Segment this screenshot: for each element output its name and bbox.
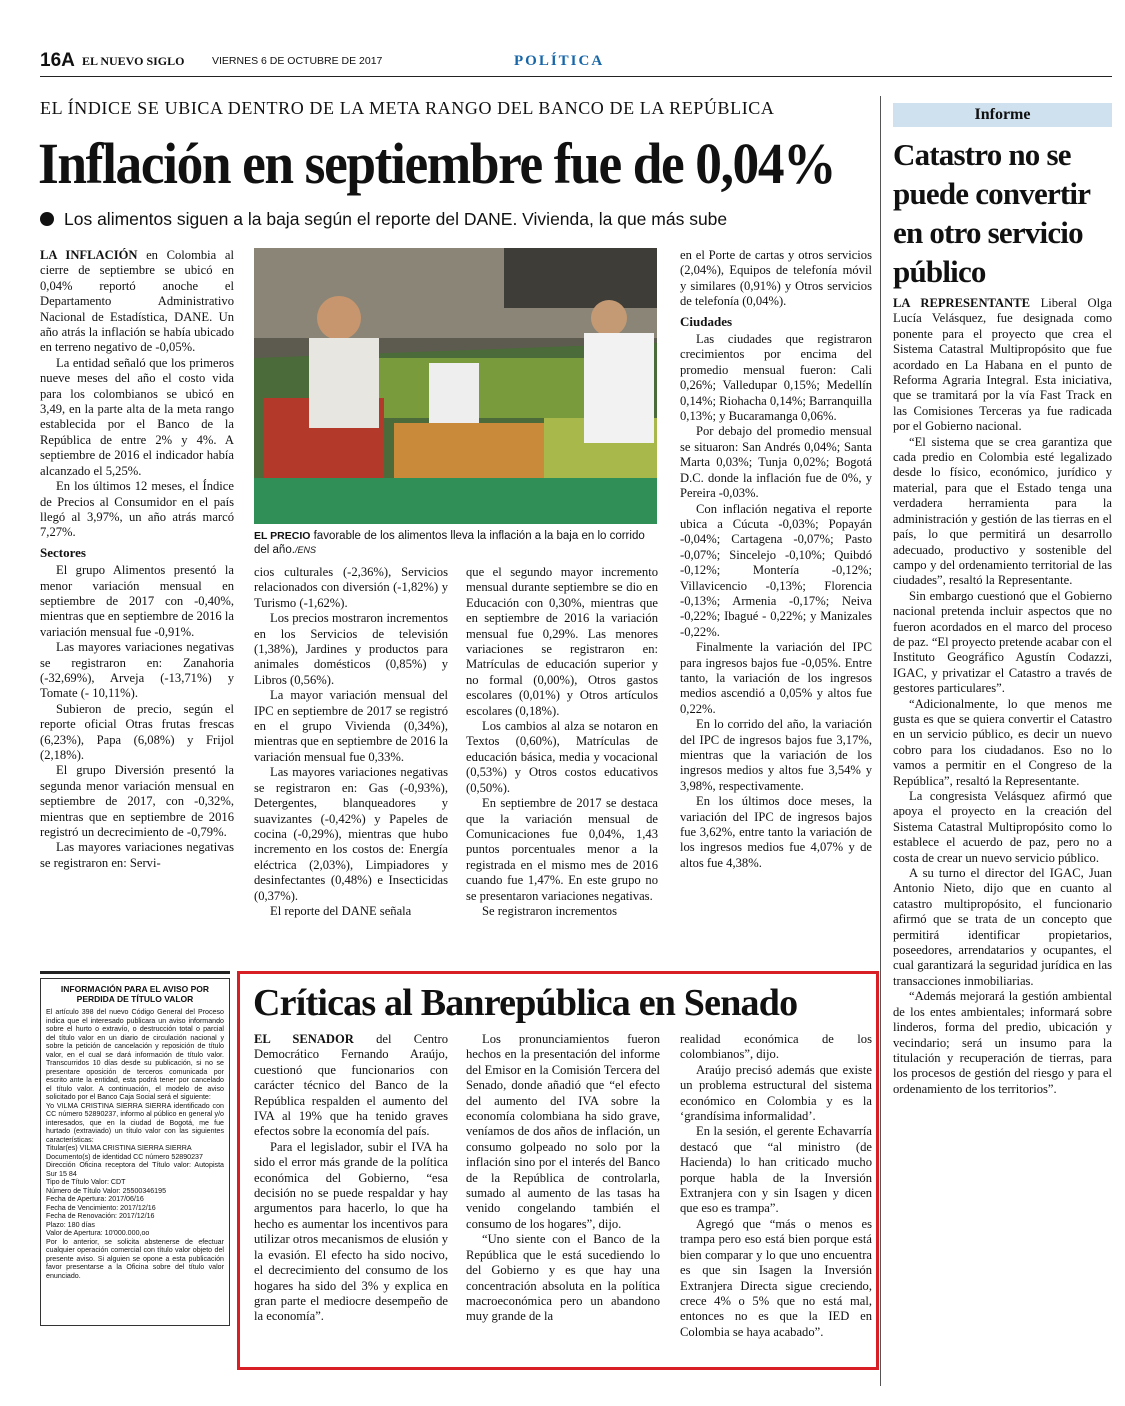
bullet-icon <box>40 212 54 226</box>
paragraph: En lo corrido del año, la variación del IPC de ingresos bajos fue 3,17%, mientras que la variación de los ingresos medios y altos fue 3,54% y 3,98%, respectivamente. <box>680 717 872 793</box>
paragraph: “Uno siente con el Banco de la República que le está sucediendo lo del Gobierno y es que hay una concentración absoluta en la política macroeconómica pero un abandono muy grande de la <box>466 1232 660 1324</box>
subhead <box>40 209 727 230</box>
paragraph: Las mayores variaciones negativas se registraron en: Zanahoria (-32,69%), Arveja (-13,71%) y Tomate (- 10,11%). <box>40 640 234 701</box>
subhead-text: Los alimentos siguen a la baja según el reporte del DANE. Vivienda, la que más sube <box>64 209 728 229</box>
box-column-2 <box>466 1032 660 1325</box>
paragraph: En los últimos 12 meses, el Índice de Precios al Consumidor en el país llegó al 3,97%, un año atrás marcó 7,27%. <box>40 479 234 540</box>
paragraph: Finalmente la variación del IPC para ingresos bajos fue -0,05%. Entre tanto, la variación de los ingresos medios ascendió a 0,05% y altos fue 0,22%. <box>680 640 872 716</box>
main-column-4 <box>680 248 872 871</box>
sidebar-tag <box>893 103 1112 127</box>
paragraph: El grupo Diversión presentó la segunda menor variación mensual en septiembre de 2017, con -0,32%, mientras que en septiembre de 2016 registró un decrecimiento de -0,79%. <box>40 763 234 840</box>
notice-line: Titular(es) VILMA CRISTINA SIERRA SIERRA <box>46 1144 192 1152</box>
paragraph: El grupo Alimentos presentó la menor variación mensual en septiembre de 2017 con -0,40%, mientras que en septiembre de 2016 la variación mensual fue -0,91%. <box>40 563 234 639</box>
notice-line: Plazo: 180 días <box>46 1220 95 1229</box>
section-heading-ciudades: Ciudades <box>680 313 733 329</box>
section-name: POLÍTICA <box>514 53 605 69</box>
paragraph: Los precios mostraron incrementos en los Servicios de televisión (1,38%), Jardines y productos para animales domésticos (0,85%) y Libros (0,56%). <box>254 611 448 687</box>
caption-text: favorable de los alimentos lleva la inflación a la baja en lo corrido del año. <box>254 530 645 556</box>
paragraph: “Adicionalmente, lo que menos me gusta es que se quiera convertir el Catastro en un servicio público, es decir un nuevo cobro para los ciudadanos. Eso no lo vamos a permitir en el Congreso de la República”, resaltó la Representante. <box>893 696 1112 788</box>
box-headline: Críticas al Banrepública en Senado <box>253 982 798 1024</box>
photo-caption <box>254 529 657 557</box>
kicker: EL ÍNDICE SE UBICA DENTRO DE LA META RANGO DEL BANCO DE LA REPÚBLICA <box>40 98 775 118</box>
notice-line: Fecha de Renovación: 2017/12/16 <box>46 1212 155 1220</box>
box-lead-in: EL SENADOR <box>254 1032 354 1046</box>
section-heading-sectores: Sectores <box>40 544 86 560</box>
page-number: 16A <box>40 50 75 71</box>
notice-line: Yo VILMA CRISTINA SIERRA SIERRA identificado con CC número 52890237, informo al público en general y/o interesados, que en la ciudad de Bogotá, me fue hurtado (extraviado) un título valor con las siguientes características: <box>46 1101 224 1144</box>
box-column-1 <box>254 1032 448 1325</box>
notice-line: Fecha de Apertura: 2017/06/16 <box>46 1195 144 1203</box>
notice-line: Tipo de Título Valor: CDT <box>46 1178 126 1186</box>
paragraph: que el segundo mayor incremento mensual durante septiembre se dio en Educación con 0,30%, mientras que en septiembre de 2016 la variación mensual fue 0,29%. Las menores variaciones se registraron en: Matrículas de educación superior y no formal (0,00%), Otros gastos escolares (0,01%) y Otros artículos escolares (0,18%). <box>466 565 658 718</box>
sidebar-lead-in: LA REPRESENTANTE <box>893 296 1031 310</box>
main-column-2 <box>254 565 448 919</box>
legal-notice <box>40 978 230 1326</box>
paragraph: Las mayores variaciones negativas se registraron en: Gas (-0,93%), Detergentes, blanqueadores y suavizantes (-0,42%) y Papeles de cocina (-0,29%), mientras que hubo incremento en los costos de: Energía eléctrica (2,03%), Limpiadores y desinfectantes (0,48%) e Insecticidas (0,37%). <box>254 765 448 903</box>
sidebar-tag-label: Informe <box>974 106 1031 123</box>
paragraph: “Además mejorará la gestión ambiental de los entes ambientales; informará sobre linderos, forma del predio, ubicación y vecindario; será un insumo para la titulación y recuperación de tierras, para los procesos de gestión del riesgo y para el ordenamiento de los territorios”. <box>893 989 1112 1096</box>
paragraph: cios culturales (-2,36%), Servicios relacionados con diversión (-1,82%) y Turismo (-1,62%). <box>254 565 448 610</box>
paragraph: Los pronunciamientos fueron hechos en la presentación del informe del Emisor en la Comisión Tercera del Senado, donde añadió que “el efecto del aumento del IVA sobre la economía colombiana ha sido grave, veníamos de dos años de inflación, un consumo golpeado no solo por la inflación sino por el interés del Banco de la República de controlarla, sumado al aumento de las tasas ha venido congelando también el consumo de los hogares”, dijo. <box>466 1032 660 1231</box>
main-column-3 <box>466 565 658 919</box>
masthead-rule <box>40 76 1112 77</box>
paragraph: Araújo precisó además que existe un problema estructural del sistema económico en Colombia y es la ‘grandísima informalidad’. <box>680 1062 872 1124</box>
paragraph: Las ciudades que registraron crecimientos por encima del promedio mensual fueron: Cali 0,26%; Valledupar 0,15%; Medellín 0,14%; Riohacha 0,14%; Barranquilla 0,13%; y Bucaramanga 0,06%. <box>680 332 873 424</box>
paragraph: En los últimos doce meses, la variación del IPC de ingresos bajos fue 3,62%, entre tanto la variación de los ingresos medios fue 4,07% y de altos fue 4,38%. <box>680 794 872 870</box>
paragraph: El reporte del DANE señala <box>270 903 412 918</box>
sidebar-headline: Catastro no se puede convertir en otro servicio público <box>893 137 1090 289</box>
paragraph: Por debajo del promedio mensual se situaron: San Andrés 0,04%; Santa Marta 0,03%; Tunja 0,02%; Bogotá D.C. donde la inflación fue de 0%, y Pereira -0,03%. <box>680 424 872 501</box>
notice-body: El artículo 398 del nuevo Código General del Proceso indica que el interesado publicara un aviso informando sobre el hurto o extravío, o destrucción total o parcial del título valor en un diario de circulación nacional y sobre la petición de cancelación y reposición de título valor, en el cual se dará información de título valor. Transcurridos 10 días desde su publicación, si no se presentare oposición de terceros comunicada por escrito ante la entidad, esta podrá tener por cancelado el título valor. A continuación, el modelo de aviso solicitado por el Banco Caja Social será el siguiente: <box>46 1008 224 1101</box>
paragraph: Con inflación negativa el reporte ubica a Cúcuta -0,03%; Popayán -0,04%; Cartagena -0,07%; Pasto -0,07%; Sincelejo -0,10%; Quibdó -0,12%; Montería -0,12%; Villavicencio -0,13%; Florencia -0,13%; Armenia -0,17%; Neiva -0,22%; Ibagué - 0,22%; y Manizales -0,22%. <box>680 501 872 639</box>
paragraph: Para el legislador, subir el IVA ha sido el error más grande de la política económica del Gobierno, “esa decisión no se puede respaldar y hay argumentos para hacerlo, lo que ha hecho es aumentar los incentivos para utilizar otros mecanismos de elusión y la evasión. El efecto ha sido nocivo, el decrecimiento del consumo de los hogares ha sido del 3% y explica en gran parte el mediocre desempeño de la economía”. <box>254 1139 448 1324</box>
paragraph: “El sistema que se crea garantiza que cada predio en Colombia esté legalizado desde lo físico, económico, jurídico y material, para que el Estado tenga una verdadera herramienta para la administración y gestión de las tierras en el país, lo que permitirá un desarrollo adecuado, productivo y sostenible del campo y del ordenamiento territorial de las ciudades”, resaltó la Representante. <box>893 434 1112 588</box>
paragraph: A su turno el director del IGAC, Juan Antonio Nieto, dijo que en cuanto al catastro multipropósito, el funcionario afirmó que se trata de un concepto que permitirá identificar propietarios, poseedores, arrendatarios y ocupantes, el cual garantizará la seguridad jurídica en las transacciones inmobiliarias. <box>893 866 1112 988</box>
paragraph: Los cambios al alza se notaron en Textos (0,60%), Matrículas de educación básica, media y vocacional (0,53%) y Otros costos educativos (0,50%). <box>466 719 658 795</box>
notice-line: Valor de Apertura: 10'000.000,oo <box>46 1229 150 1237</box>
paragraph: Liberal Olga Lucía Velásquez, fue designada como ponente para el proyecto que crea el Sistema Catastral Multipropósito que fue acordado en La Habana en el punto de Reforma Agraria Integral. Esta iniciativa, que se tramitará por la vía Fast Track en las Comisiones Terceras ya fue radicada por el Gobierno nacional. <box>893 296 1112 434</box>
main-column-1 <box>40 248 234 871</box>
paragraph: Subieron de precio, según el reporte oficial Otras frutas frescas (6,23%), Papa (6,08%) y Frijol (2,18%). <box>40 701 234 762</box>
box-column-3 <box>680 1032 872 1340</box>
headline: Inflación en septiembre fue de 0,04% <box>38 131 836 196</box>
caption-lead: EL PRECIO <box>254 530 311 542</box>
paragraph: en Colombia al cierre de septiembre se ubicó en 0,04% reportó anoche el Departamento Administrativo Nacional de Estadística, DANE. Un año atrás la inflación se había ubicado en terreno negativo de -0,05%. <box>40 248 234 355</box>
paragraph: En la sesión, el gerente Echavarría destacó que “al ministro (de Hacienda) lo han criticado mucho porque habla de la Inversión Extranjera con y sin Isagen y dicen que eso es trampa”. <box>680 1124 872 1216</box>
notice-line: Dirección Oficina receptora del Título valor: Autopista Sur 15 84 <box>46 1161 224 1178</box>
paragraph: del Centro Democrático Fernando Araújo, cuestionó que funcionarios con carácter técnico del Banco de la República respalden el aumento del IVA al 19% que ha tenido graves efectos sobre la economía del país. <box>254 1032 448 1139</box>
sidebar-divider <box>880 96 881 1386</box>
paragraph: en el Porte de cartas y otros servicios (2,04%), Equipos de telefonía móvil y similares (0,91%) y Otros servicios de telefonía (0,04%). <box>680 248 872 309</box>
paragraph: La congresista Velásquez afirmó que apoya el proyecto en la creación del Sistema Catastral Multipropósito como lo establece el acuerdo de paz, pero no a costa de crear un nuevo servicio público. <box>893 789 1112 865</box>
lead-in: LA INFLACIÓN <box>40 248 138 262</box>
notice-line: Número de Título Valor: 25500346195 <box>46 1186 167 1195</box>
paragraph: La mayor variación mensual del IPC en septiembre de 2017 se registró en el grupo Vivienda (0,34%), mientras que en septiembre de 2016 la variación mensual fue 0,33%. <box>254 688 448 764</box>
notice-top-rule <box>40 971 230 974</box>
sidebar-body <box>893 296 1112 1097</box>
paragraph: Sin embargo cuestionó que el Gobierno nacional pretenda incluir aspectos que no fueron acordados en el marco del proceso de paz. “El proyecto pretende acabar con el Instituto Geográfico Agustín Codazzi, IGAC, y privatizar el Catastro a través de gestores particulares”. <box>893 588 1112 696</box>
masthead <box>40 50 1112 74</box>
market-photo-illustration <box>254 248 657 524</box>
notice-line: Fecha de Vencimiento: 2017/12/16 <box>46 1203 156 1212</box>
paragraph: Las mayores variaciones negativas se registraron en: Servi- <box>40 840 234 870</box>
paragraph: Agregó que “más o menos es trampa pero eso está bien porque está bien comparar y lo que uno encuentra es que sin Isagen la Inversión Extranjera Directa sigue creciendo, crece 4% o 5% que no está mal, entonces no es que la IED en Colombia se haya acabado”. <box>680 1216 872 1339</box>
paper-name: EL NUEVO SIGLO <box>82 54 185 68</box>
notice-line: Por lo anterior, se solicita abstenerse de efectuar cualquier operación comercial con título valor objeto del presente aviso. Si alguien se opone a esta publicación favor presentarse a la Oficina sobre del título valor enunciado. <box>46 1237 224 1280</box>
paragraph: realidad económica de los colombianos”, dijo. <box>680 1032 872 1062</box>
notice-line: Documento(s) de identidad CC número 52890237 <box>46 1152 203 1161</box>
photo-credit: /ENS <box>294 545 316 555</box>
issue-date: VIERNES 6 DE OCTUBRE DE 2017 <box>212 55 383 67</box>
market-photo <box>254 248 657 524</box>
notice-title: INFORMACIÓN PARA EL AVISO POR PERDIDA DE TÍTULO VALOR <box>60 984 210 1004</box>
paragraph: Se registraron incrementos <box>482 903 617 918</box>
paragraph: La entidad señaló que los primeros nueve meses del año el costo vida para los colombianos se ubicó en 3,49, en la parte alta de la meta rango establecida por el Banco de la República de entre 2% y 4%. A septiembre de 2016 el indicador había alcanzado el 5,25%. <box>40 355 234 478</box>
paragraph: En septiembre de 2017 se destaca que la variación mensual de Comunicaciones fue 0,04%, 1,43 puntos porcentuales menor a la registrada en el mismo mes de 2016 cuando fue 1,47%. En este grupo no se presentaron variaciones negativas. <box>466 796 658 903</box>
